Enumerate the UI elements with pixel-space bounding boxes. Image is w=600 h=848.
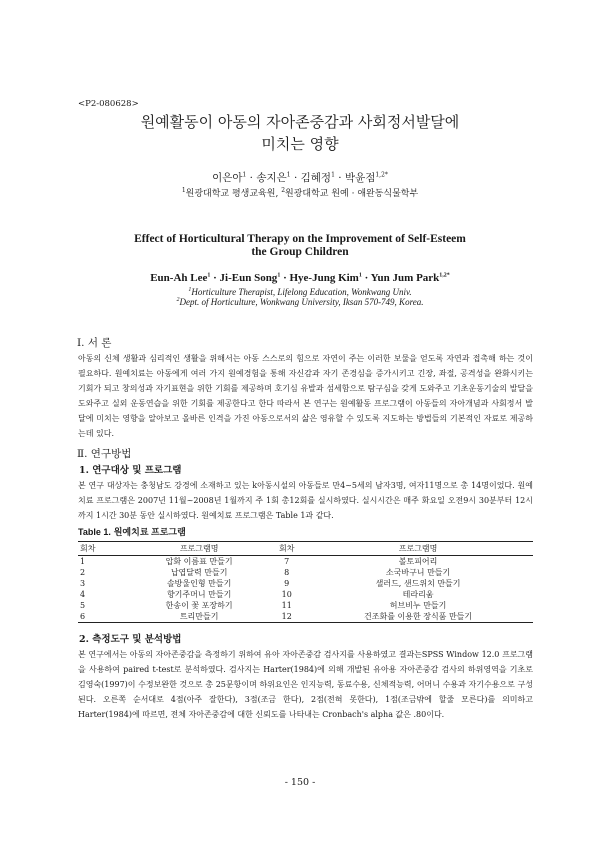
author-ko-3: 김혜정 (300, 172, 332, 184)
author-en-2: Ji-Eun Song (219, 272, 278, 284)
header-program: 프로그램명 (303, 542, 533, 556)
introduction-paragraph: 아동의 신체 생활과 심리적인 생활을 위해서는 아동 스스로의 힘으로 자연이 주는 이러한 보물을 얻도록 자연과 접촉해 하는 것이 필요하다. 원예치료는 아동에게 여러 가지 원예경험을 통해 자신감과 자기 존경심을 증가시키고 긴장, 좌절, 공격성을 완화시키는 기회가 되고 창의성과 자기표현을 위한 기회를 제공하며 호기심 유발과 섬세함으로 탐구심을 갖게 도와주고 기초운동기술의 발달을 도와주고 실외 운동연습을 위한 기회를 제공한다고 한다 따라서 본 연구는 원예활동 프로그램이 아동들의 자아개념과 사회정서 발달에 미치는 영향을 알아보고 올바른 인격을 가진 아동으로서의 삶은 영유할 수 있도록 지도하는 방법들의 기본적인 자료로 제공하는데 있다. (78, 354, 533, 438)
paper-code: <P2-080628> (78, 99, 139, 109)
korean-affiliation: $^1$원광대학교 평생교육원, $^2$원광대학교 원예 · 애완동식물학부 (181, 187, 419, 199)
author-ko-2: 송지은 (256, 172, 287, 184)
table-row: 1 압화 이름표 만들기 7 볼토피어리 (80, 557, 438, 566)
author-ko-4: 박윤점 (344, 172, 376, 184)
author-ko-1: 이은아 (212, 172, 243, 184)
english-title-line1: Effect of Horticultural Therapy on the Improvement of Self-Esteem (134, 233, 466, 245)
author-en-1: Eun-Ah Lee (150, 272, 208, 284)
header-session: 회차 (270, 542, 303, 556)
english-title-line2: the Group Children (251, 246, 349, 258)
table-caption: Table 1. 원예치료 프로그램 (78, 527, 186, 537)
subsection-measurement-heading: 2. 측정도구 및 분석방법 (79, 634, 182, 645)
corresponding-mark: * (384, 171, 388, 179)
table-row: 6 트리만들기 12 건조화를 이용한 장식품 만들기 (78, 611, 533, 623)
section-introduction-heading: Ⅰ. 서 론 (77, 337, 112, 349)
korean-authors: 이은아$^1$ · 송지은$^1$ · 김혜정$^1$ · 박윤점$^{1,2*}$ (212, 171, 388, 184)
english-affiliation-1: $^1$Horticulture Therapist, Lifelong Education, Wonkwang Univ. (188, 287, 412, 297)
table-row: 5 한송이 꽃 포장하기 11 허브비누 만들기 (80, 601, 447, 610)
header-session: 회차 (78, 542, 128, 556)
measurement-paragraph: 본 연구에서는 아동의 자아존중감을 측정하기 위하여 유아 자아존중감 검사지를 사용하였고 결과는SPSS Window 12.0 프로그램을 사용하여 paired t-test로 분석하였다. 검사지는 Harter(1984)에 의해 개발된 유아용 자아존중감 검사의 하위영역을 기초로 김영숙(1997)이 수정보완한 것으로 총 25문항이며 하위요인은 인지능력, 동료수용, 신체적능력, 어머니 수용과 자기수용으로 구성된다. 오른쪽 순서대로 4점(아주 잘한다), 3점(조금 한다), 2점(전혀 못한다), 1점(조금밖에 할줄 모른다)를 의미하고 Harter(1984)에 따르면, 전체 자아존중감에 대한 신뢰도를 나타내는 Cronbach's alpha 값은 .80이다. (78, 650, 533, 719)
korean-title-line1: 원예활동이 아동의 자아존중감과 사회정서발달에 (140, 113, 460, 131)
author-en-4: Yun Jum Park (370, 272, 440, 284)
english-authors: Eun-Ah Lee$^1$ · Ji-Eun Song$^1$ · Hye-Jung Kim$^1$ · Yun Jum Park$^{1,2*}$ (150, 272, 450, 284)
table-row: 3 솔방울인형 만들기 9 샐러드, 샌드위치 만들기 (80, 579, 461, 588)
section-methods-heading: Ⅱ. 연구방법 (77, 448, 132, 460)
subjects-paragraph: 본 연구 대상자는 충청남도 강경에 소재하고 있는 k아동시설의 아동들로 만4~5세의 남자3명, 여자11명으로 총 14명이었다. 원예치료 프로그램은 2007년 11월~2008년 1월까지 주 1회 총12회를 실시하였다. 실시시간은 매주 화요일 오전9시 30분부터 12시까지 1시간 30분 동안 실시하였다. 원예치료 프로그램은 Table 1과 같다. (78, 481, 533, 520)
header-program: 프로그램명 (128, 542, 270, 556)
english-title (0, 233, 600, 259)
subsection-subjects-heading: 1. 연구대상 및 프로그램 (79, 465, 182, 476)
page-number: - 150 - (284, 777, 316, 788)
english-affiliation-2: $^2$Dept. of Horticulture, Wonkwang University, Iksan 570-749, Korea. (176, 297, 424, 307)
program-table (78, 541, 533, 623)
table-row: 4 향기주머니 만들기 10 테라리움 (80, 590, 434, 599)
author-en-3: Hye-Jung Kim (289, 272, 359, 284)
table-row: 2 납엽달력 만들기 8 소국바구니 만들기 (80, 568, 451, 577)
korean-title-line2: 미치는 영향 (261, 135, 339, 153)
table-header-row (78, 542, 533, 556)
